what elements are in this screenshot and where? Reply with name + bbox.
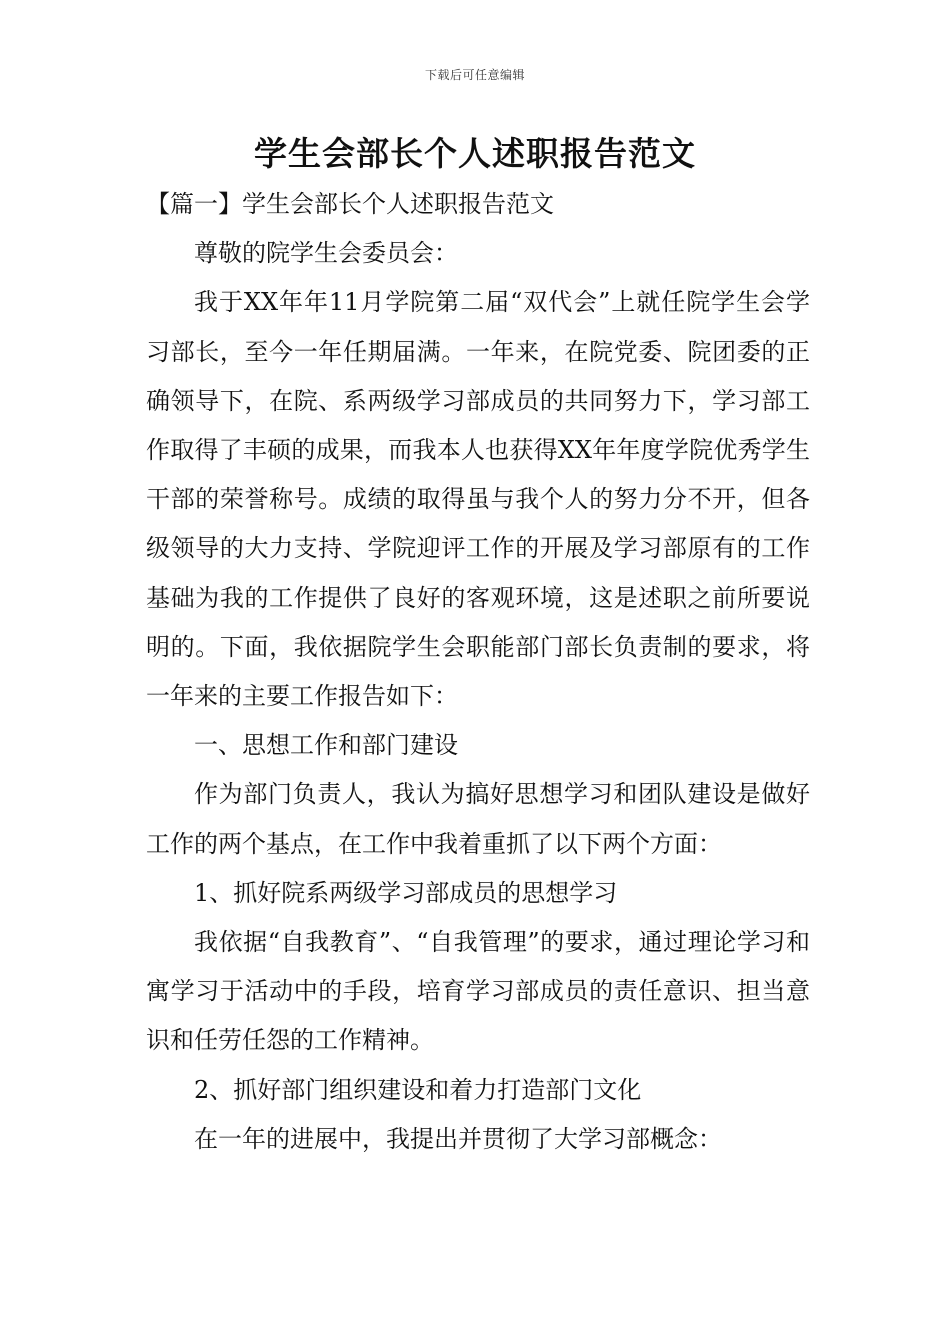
subheading: 2、抓好部门组织建设和着力打造部门文化	[194, 1075, 642, 1104]
body-paragraph: 作为部门负责人，我认为搞好思想学习和团队建设是做好工作的两个基点，在工作中我着重抓了以下两个方面：	[146, 780, 810, 858]
header-note: 下载后可任意编辑	[424, 68, 525, 82]
document-body	[146, 180, 810, 1164]
subheading: 1、抓好院系两级学习部成员的思想学习	[194, 878, 618, 907]
body-paragraph: 在一年的进展中，我提出并贯彻了大学习部概念：	[194, 1124, 722, 1153]
section-heading: 【篇一】学生会部长个人述职报告范文	[146, 190, 554, 218]
salutation: 尊敬的院学生会委员会：	[194, 239, 458, 268]
subheading: 一、思想工作和部门建设	[194, 731, 458, 760]
body-paragraph: 我依据“自我教育”、“自我管理”的要求，通过理论学习和寓学习于活动中的手段，培育学习部成员的责任意识、担当意识和任劳任怨的工作精神。	[146, 928, 810, 1055]
document-title: 学生会部长个人述职报告范文	[254, 134, 696, 173]
body-paragraph: 我于XX年年11月学院第二届“双代会”上就任院学生会学习部长，至今一年任期届满。一年来，在院党委、院团委的正确领导下，在院、系两级学习部成员的共同努力下，学习部工作取得了丰硕的成果，而我本人也获得XX年年度学院优秀学生干部的荣誉称号。成绩的取得虽与我个人的努力分不开，但各级领导的大力支持、学院迎评工作的开展及学习部原有的工作基础为我的工作提供了良好的客观环境，这是述职之前所要说明的。下面，我依据院学生会职能部门部长负责制的要求，将一年来的主要工作报告如下：	[146, 288, 810, 711]
